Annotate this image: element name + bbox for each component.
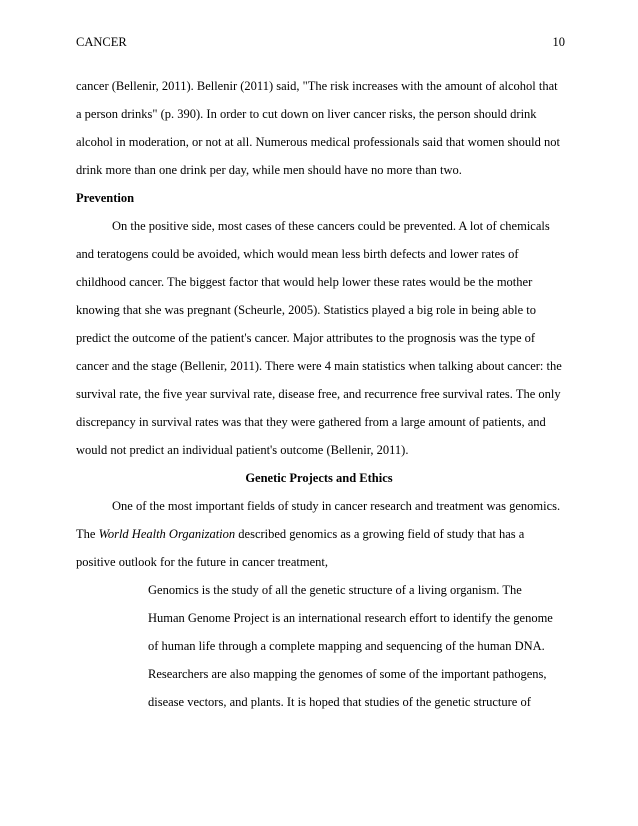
paragraph-line: childhood cancer. The biggest factor that would help lower these rates would be the mother xyxy=(76,275,533,289)
paragraph-line: survival rate, the five year survival rate, disease free, and recurrence free survival rates. The only xyxy=(76,387,561,401)
text-run: described genomics as a growing field of study that has a xyxy=(235,527,525,541)
paragraph-line: knowing that she was pregnant (Scheurle, 2005). Statistics played a big role in being able to xyxy=(76,303,536,317)
paragraph-line xyxy=(76,526,524,542)
paragraph-line: positive outlook for the future in cancer treatment, xyxy=(76,555,328,569)
italic-organization-name: World Health Organization xyxy=(98,527,236,541)
block-quote-line: of human life through a complete mapping and sequencing of the human DNA. xyxy=(148,639,545,653)
paragraph-line: cancer (Bellenir, 2011). Bellenir (2011) said, "The risk increases with the amount of alcohol that xyxy=(76,79,558,93)
text-run: The xyxy=(76,527,99,541)
block-quote-line: Genomics is the study of all the genetic structure of a living organism. The xyxy=(148,583,522,597)
block-quote-line: disease vectors, and plants. It is hoped that studies of the genetic structure of xyxy=(148,695,531,709)
paragraph-line: One of the most important fields of study in cancer research and treatment was genomics. xyxy=(112,499,561,513)
section-heading-genetic: Genetic Projects and Ethics xyxy=(245,471,393,485)
paragraph-line: drink more than one drink per day, while men should have no more than two. xyxy=(76,163,462,177)
paragraph-line: discrepancy in survival rates was that they were gathered from a large amount of patients, and xyxy=(76,415,546,429)
paragraph-line: alcohol in moderation, or not at all. Numerous medical professionals said that women should not xyxy=(76,135,560,149)
block-quote-line: Human Genome Project is an international research effort to identify the genome xyxy=(148,611,553,625)
paragraph-line: would not predict an individual patient's outcome (Bellenir, 2011). xyxy=(76,443,409,457)
block-quote-line: Researchers are also mapping the genomes of some of the important pathogens, xyxy=(148,667,547,681)
paragraph-line: cancer and the stage (Bellenir, 2011). There were 4 main statistics when talking about cancer: the xyxy=(76,359,562,373)
paragraph-line: predict the outcome of the patient's cancer. Major attributes to the prognosis was the type of xyxy=(76,331,536,345)
header-title: CANCER xyxy=(76,35,127,49)
page-number: 10 xyxy=(552,35,565,49)
paragraph-line: a person drinks" (p. 390). In order to cut down on liver cancer risks, the person should drink xyxy=(76,107,537,121)
paragraph-line: and teratogens could be avoided, which would mean less birth defects and lower rates of xyxy=(76,247,519,261)
section-heading-prevention: Prevention xyxy=(76,191,135,205)
paragraph-line: On the positive side, most cases of these cancers could be prevented. A lot of chemicals xyxy=(112,219,550,233)
